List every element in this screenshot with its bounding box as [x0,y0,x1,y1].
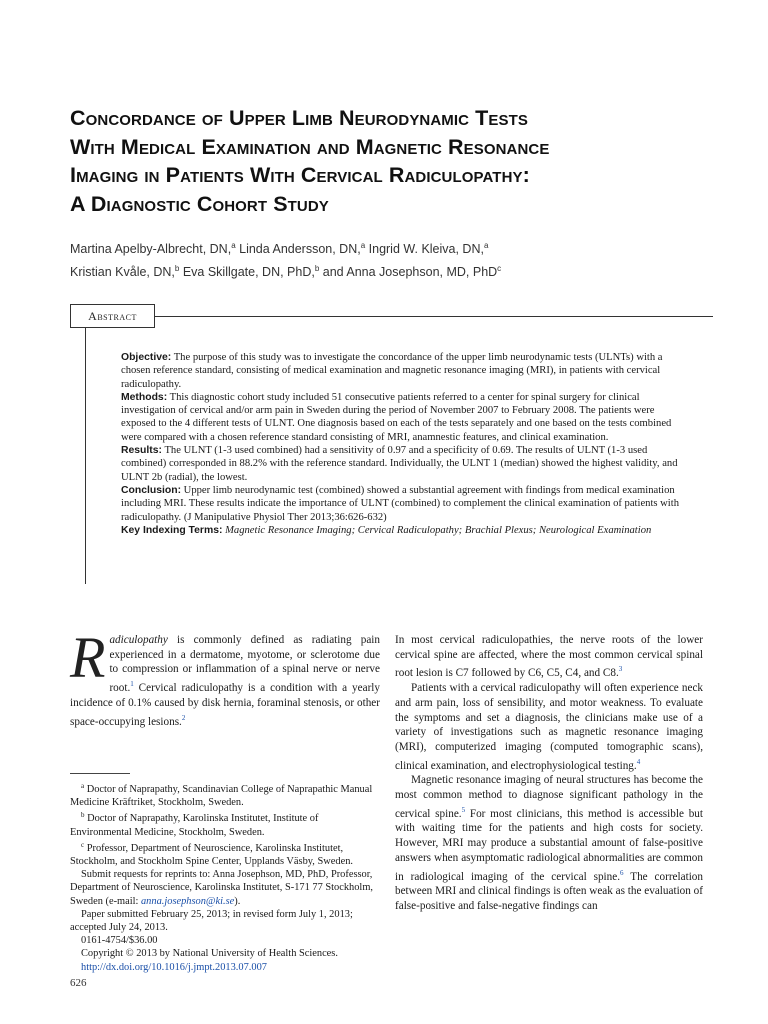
reprint-end: ). [234,895,241,907]
paragraph-1 [395,633,703,681]
paragraph-text: Patients with a cervical radiculopathy will often experience neck and arm pain, loss of sensibility, and motor weakness. To evaluate the symptoms and set a diagnosis, the clinicians make use of a variety of investigations such as magnetic resonance imaging (MRI), computerized imaging (computed tomographic scans), clinical examination, and electrophysiological testing. [395,682,703,772]
lead-word: adiculopathy [109,634,168,646]
citation-link[interactable]: 5 [461,805,466,814]
conclusion-text: Upper limb neurodynamic test (combined) showed a substantial agreement with findings from medical examination including MRI. These results indicate the importance of ULNT (combined) to complement the clinical examination of patients with radiculopathy. (J Manipulative Physiol Ther 2013;36:626-632) [121,484,679,523]
paragraph-text: For most clinicians, this method is accessible but with waiting time for the patients and high costs for society. However, MRI may produce a substantial amount of false-positive answers when asymptomatic radiological abnormalities are common in radiological imaging of the cervical spine. [395,807,703,883]
author-affiliation: b [314,264,320,273]
footnote-rule [70,773,130,774]
footnote-reprints [70,868,380,908]
intro-text-b: Cervical radiculopathy is a condition with a yearly incidence of 0.1% caused by disk hernia, foraminal stenosis, or other space-occupying lesions. [70,682,380,728]
author-affiliation: a [483,241,489,250]
footnote-mark: c [81,840,85,849]
paragraph-2 [395,681,703,773]
article-title [70,104,730,218]
author-name: Eva Skillgate, DN, PhD, [179,265,315,279]
author-list [70,236,710,282]
intro-text-a: is commonly defined as radiating pain experienced in a dermatome, myotome, or sclerotome due to compression or inflammation of a spinal nerve or nerve root. [109,634,380,695]
author-affiliation: b [174,264,180,273]
citation-link[interactable]: 3 [618,665,623,674]
author-name: and Anna Josephson, MD, PhD [319,265,498,279]
title-line-3: Imaging in Patients With Cervical Radiculopathy: [70,163,530,187]
author-affiliation: c [497,264,502,273]
author-name: Kristian Kvåle, DN, [70,265,175,279]
footnote-mark: b [81,811,85,820]
author-affiliation: a [231,241,236,250]
page-number: 626 [70,977,87,989]
results-label: Results: [121,445,162,457]
abstract-objective [121,351,681,391]
footnote-submitted: Paper submitted February 25, 2013; in revised form July 1, 2013; accepted July 24, 2013. [70,908,353,934]
footnote-text: Professor, Department of Neuroscience, Karolinska Institutet, Stockholm, and Stockholm Spine Center, Upplands Väsby, Sweden. [70,842,353,868]
footnote-text: Doctor of Naprapathy, Karolinska Institutet, Institute of Environmental Medicine, Stockholm, Sweden. [70,813,319,838]
paragraph-3 [395,773,703,913]
footnote-doi [70,961,380,974]
citation-link[interactable]: 4 [636,757,641,766]
footnote-copyright: Copyright © 2013 by National University of Health Sciences. [81,948,338,960]
abstract-keywords [121,524,681,537]
keywords-label: Key Indexing Terms: [121,524,223,536]
results-text: The ULNT (1-3 used combined) had a sensitivity of 0.97 and a specificity of 0.69. The results of ULNT (1-3 used combined) corresponded in 88.2% with the reference standard. Individually, the ULNT 1 (median) showed the highest validity, and ULNT 2b (radial), the lowest. [121,445,678,483]
citation-link[interactable]: 6 [620,868,624,877]
abstract-body [121,351,681,537]
objective-label: Objective: [121,352,172,363]
drop-cap: R [70,625,106,690]
abstract-conclusion [121,484,681,524]
citation-link[interactable]: 2 [181,713,186,722]
abstract-rule-top [155,316,713,317]
title-line-1: Concordance of Upper Limb Neurodynamic Tests [70,106,528,130]
author-name: Linda Andersson, DN, [235,242,361,256]
methods-label: Methods: [121,391,168,403]
intro-paragraph [70,625,380,729]
author-name: Ingrid W. Kleiva, DN, [365,242,484,256]
title-line-4: A Diagnostic Cohort Study [70,191,329,216]
footnote-mark: a [81,782,85,790]
body-column-left [70,625,380,729]
conclusion-label: Conclusion: [121,484,182,496]
abstract-rule-left [85,328,86,584]
author-name: Martina Apelby-Albrecht, DN, [70,242,232,256]
objective-text: The purpose of this study was to investigate the concordance of the upper limb neurodynamic tests (ULNTs) with a chosen reference standard, consisting of medical examination and magnetic resonance imaging (MRI), in patients with cervical radiculopathy. [121,352,663,390]
paragraph-text: In most cervical radiculopathies, the nerve roots of the lower cervical spine are affected, where the most common cervical spinal root lesion is C7 followed by C6, C5, C4, and C8. [395,634,703,680]
footnote-text: Doctor of Naprapathy, Scandinavian College of Naprapathic Manual Medicine Kräftriket, Stockholm, Sweden. [70,784,373,809]
email-link[interactable]: anna.josephson@ki.se [140,895,235,907]
abstract-results [121,444,681,484]
methods-text: This diagnostic cohort study included 51 consecutive patients referred to a center for spinal surgery for clinical investigation of cervical and/or arm pain in Sweden during the period of November 2007 to February 2008. The patients were exposed to the 4 different tests of ULNT. One diagnosis based on each of the tests separately and one based on the tests combined were compared with a chosen reference standard consisting of MRI, anamnestic features, and clinical examination. [121,391,672,443]
title-line-2: With Medical Examination and Magnetic Resonance [70,134,550,159]
footnotes [70,780,380,974]
keywords-text: Magnetic Resonance Imaging; Cervical Radiculopathy; Brachial Plexus; Neurological Examination [222,524,652,536]
abstract-heading: Abstract [70,304,155,328]
footnote-a [70,780,380,809]
reprint-text: Submit requests for reprints to: Anna Josephson, MD, PhD, Professor, Department of Neuroscience, Karolinska Institutet, S-171 77 Stockholm, Sweden (e-mail: [70,869,373,907]
body-column-right [395,633,703,914]
paragraph-text: Magnetic resonance imaging of neural structures has become the most common method to diagnose significant pathology in the cervical spine. [395,774,703,820]
doi-link[interactable]: http://dx.doi.org/10.1016/j.jmpt.2013.07.007 [81,961,267,973]
footnote-b [70,809,380,838]
paragraph-text: The correlation between MRI and clinical findings is often weak as the evaluation of false-positive and false-negative findings can [395,870,703,912]
author-line-2 [70,259,710,282]
author-line-1 [70,236,710,259]
footnote-c [70,839,380,868]
abstract-methods [121,391,681,444]
footnote-price: 0161-4754/$36.00 [81,935,158,947]
author-affiliation: a [360,241,366,250]
citation-link[interactable]: 1 [130,680,134,689]
